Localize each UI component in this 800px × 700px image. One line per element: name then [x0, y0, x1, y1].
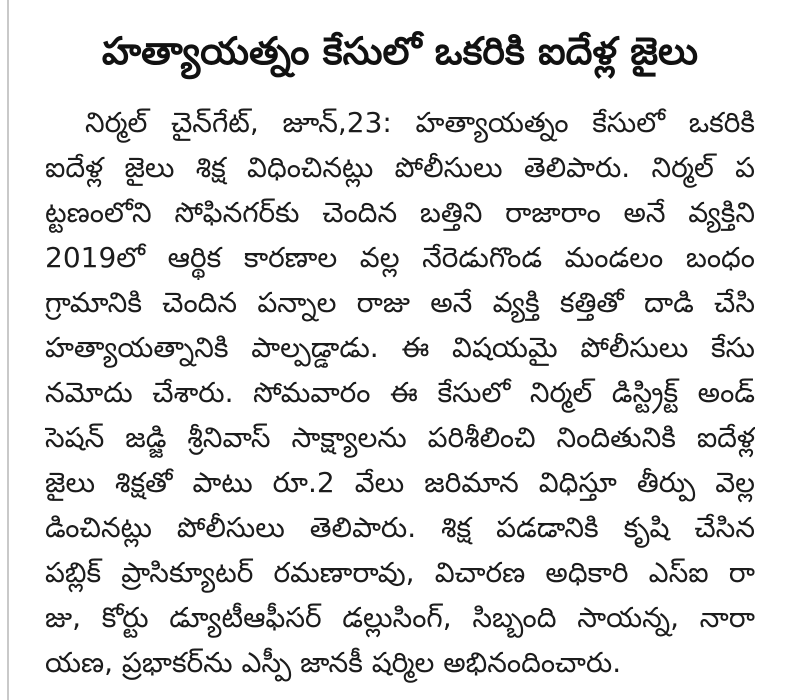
article-line: పబ్లిక్ ప్రాసిక్యూటర్ రమణారావు, విచారణ అధికారి ఎస్ఐ రా: [45, 556, 755, 589]
article-line: నిర్మల్ చైన్‌గేట్, జూన్,23: హత్యాయత్నం కేసులో ఒకరికి: [85, 106, 755, 139]
article-line: ఐదేళ్ల జైలు శిక్ష విధించినట్లు పోలీసులు తెలిపారు. నిర్మల్ ప: [45, 151, 755, 184]
article-line: డించినట్లు పోలీసులు తెలిపారు. శిక్ష పడడానికి కృషి చేసిన: [45, 511, 755, 544]
article-line: జు, కోర్టు డ్యూటీఆఫీసర్ డల్లుసింగ్, సిబ్బంది సాయన్న, నారా: [45, 601, 755, 634]
article-line: హత్యాయత్నానికి పాల్పడ్డాడు. ఈ విషయమై పోలీసులు కేసు: [45, 331, 755, 364]
article-line: నమోదు చేశారు. సోమవారం ఈ కేసులో నిర్మల్ డిస్ట్రిక్ట్ అండ్: [45, 376, 755, 409]
article-line: సెషన్ జడ్జి శ్రీనివాస్ సాక్ష్యాలను పరిశీలించి నిందితునికి ఐదేళ్ల: [45, 421, 755, 454]
article-line: 2019లో ఆర్థిక కారణాల వల్ల నేరెడుగొండ మండలం బంధం: [45, 241, 755, 274]
article-line: గ్రామానికి చెందిన పన్నాల రాజు అనే వ్యక్తి కత్తితో దాడి చేసి: [45, 286, 755, 319]
column-rule: [7, 0, 9, 700]
article-line: ట్టణంలోని సోఫినగర్‌కు చెందిన బత్తిని రాజారాం అనే వ్యక్తిని: [45, 196, 755, 229]
article-line: యణ, ప్రభాకర్‌ను ఎస్పీ జానకీ షర్మిల అభినందించారు.: [45, 646, 622, 679]
article-headline: హత్యాయత్నం కేసులో ఒకరికి ఐదేళ్ల జైలు: [101, 29, 699, 73]
article-line: జైలు శిక్షతో పాటు రూ.2 వేలు జరిమాన విధిస్తూ తీర్పు వెల్ల: [45, 466, 755, 499]
article-body: [45, 100, 755, 685]
